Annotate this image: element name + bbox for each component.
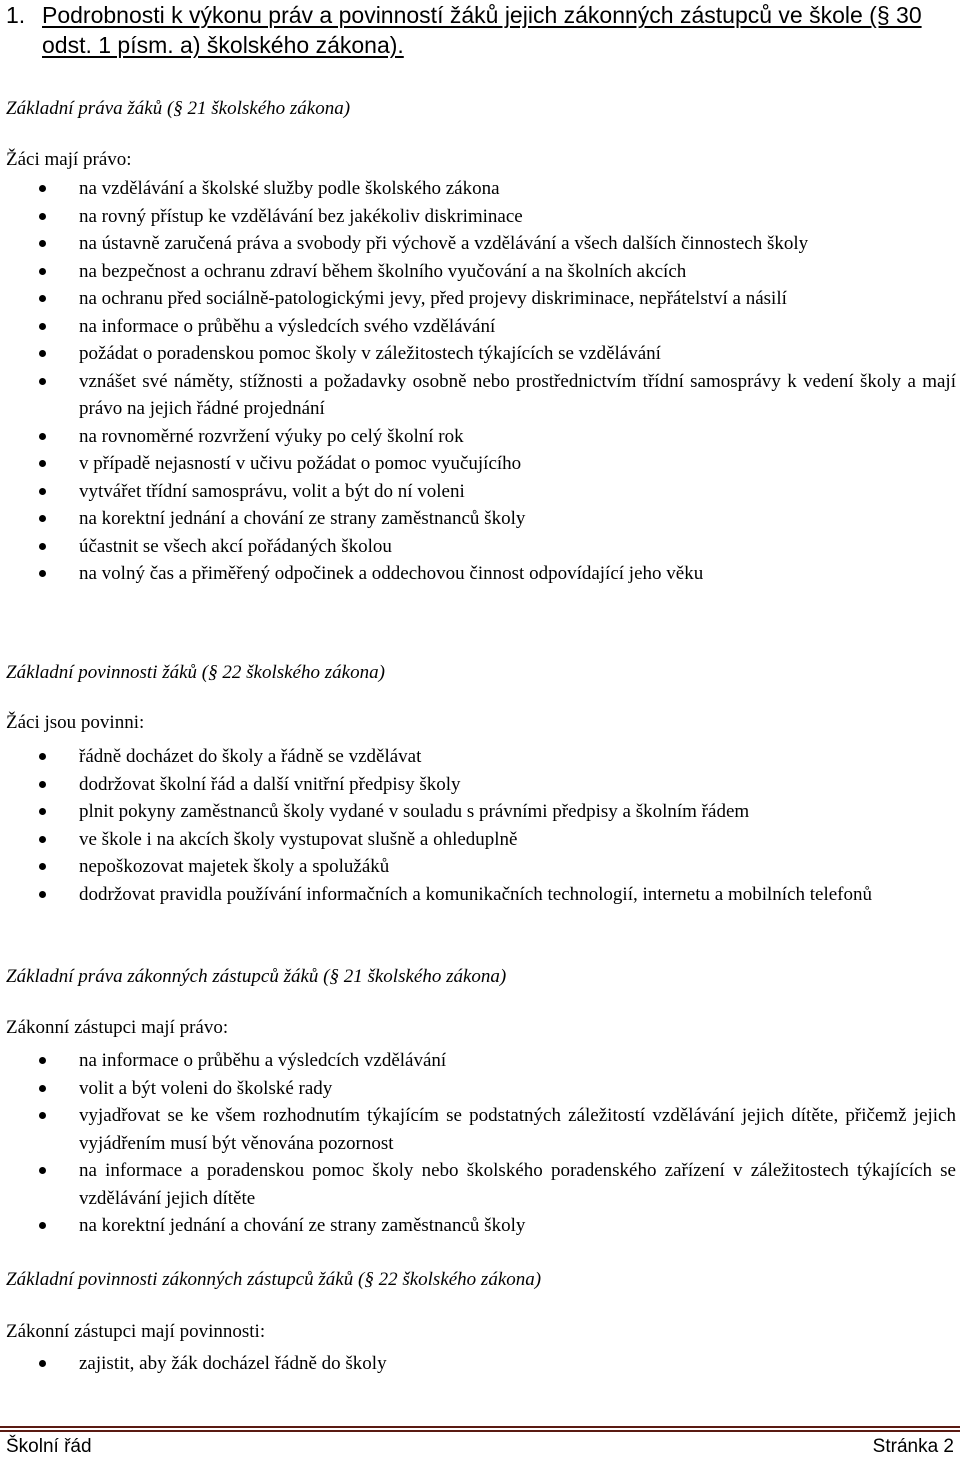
bullet-icon [39,808,46,815]
list-item: na ústavně zaručená práva a svobody při výchově a vzdělávání a všech dalších činnostech školy [0,230,956,258]
section-number: 1. [6,2,26,28]
intro-guardian-rights: Zákonní zástupci mají právo: [6,1017,229,1038]
bullet-icon [39,570,46,577]
bullet-icon [39,295,46,302]
list-item: dodržovat pravidla používání informačních a komunikačních technologií, internetu a mobilních telefonů [0,881,956,909]
bullet-icon [39,753,46,760]
list-item: v případě nejasností v učivu požádat o pomoc vyučujícího [0,450,956,478]
bullet-icon [39,1167,46,1174]
list-guardian-duties [0,1350,956,1378]
bullet-icon [39,378,46,385]
list-item: na korektní jednání a chování ze strany zaměstnanců školy [0,1212,956,1240]
subheading-guardian-duties: Základní povinnosti zákonných zástupců žáků (§ 22 školského zákona) [6,1269,542,1290]
list-item: vyjadřovat se ke všem rozhodnutím týkajícím se podstatných záležitostí vzdělávání jejich dítěte, přičemž jejich vyjádřením musí být věnována pozornost [0,1102,956,1157]
list-item: na vzdělávání a školské služby podle školského zákona [0,175,956,203]
subheading-student-rights: Základní práva žáků (§ 21 školského zákona) [6,98,351,119]
bullet-icon [39,213,46,220]
footer-divider [0,1426,960,1432]
bullet-icon [39,1360,46,1367]
section-heading [6,0,956,60]
list-item: účastnit se všech akcí pořádaných školou [0,533,956,561]
bullet-icon [39,350,46,357]
bullet-icon [39,781,46,788]
list-student-rights [0,175,956,588]
list-item: zajistit, aby žák docházel řádně do školy [0,1350,956,1378]
list-item: požádat o poradenskou pomoc školy v záležitostech týkajících se vzdělávání [0,340,956,368]
bullet-icon [39,1222,46,1229]
list-item: volit a být voleni do školské rady [0,1075,956,1103]
bullet-icon [39,240,46,247]
list-item: vznášet své náměty, stížnosti a požadavky osobně nebo prostřednictvím třídní samosprávy k vedení školy a mají právo na jejich řádné projednání [0,368,956,423]
bullet-icon [39,1085,46,1092]
footer-document-title: Školní řád [6,1436,92,1457]
section-title: Podrobnosti k výkonu práv a povinností žáků jejich zákonných zástupců ve škole (§ 30 odst. 1 písm. a) školského zákona). [42,2,922,58]
list-item: na bezpečnost a ochranu zdraví během školního vyučování a na školních akcích [0,258,956,286]
list-item: na rovnoměrné rozvržení výuky po celý školní rok [0,423,956,451]
bullet-icon [39,891,46,898]
bullet-icon [39,460,46,467]
subheading-student-duties: Základní povinnosti žáků (§ 22 školského zákona) [6,662,385,683]
subheading-guardian-rights: Základní práva zákonných zástupců žáků (§ 21 školského zákona) [6,966,507,987]
bullet-icon [39,433,46,440]
list-item: na rovný přístup ke vzdělávání bez jakékoliv diskriminace [0,203,956,231]
bullet-icon [39,488,46,495]
bullet-icon [39,268,46,275]
list-item: ve škole i na akcích školy vystupovat slušně a ohleduplně [0,826,956,854]
list-guardian-rights [0,1047,956,1240]
list-item: na korektní jednání a chování ze strany zaměstnanců školy [0,505,956,533]
bullet-icon [39,836,46,843]
list-item: dodržovat školní řád a další vnitřní předpisy školy [0,771,956,799]
footer-page-number: Stránka 2 [872,1436,954,1457]
list-item: na informace a poradenskou pomoc školy nebo školského poradenského zařízení v záležitostech týkajících se vzdělávání jejich dítěte [0,1157,956,1212]
list-item: nepoškozovat majetek školy a spolužáků [0,853,956,881]
list-item: na informace o průběhu a výsledcích vzdělávání [0,1047,956,1075]
bullet-icon [39,515,46,522]
list-item: řádně docházet do školy a řádně se vzdělávat [0,743,956,771]
bullet-icon [39,323,46,330]
bullet-icon [39,1112,46,1119]
list-item: na informace o průběhu a výsledcích svého vzdělávání [0,313,956,341]
list-item: na volný čas a přiměřený odpočinek a oddechovou činnost odpovídající jeho věku [0,560,956,588]
list-student-duties [0,743,956,908]
bullet-icon [39,1057,46,1064]
bullet-icon [39,543,46,550]
list-item: vytvářet třídní samosprávu, volit a být do ní voleni [0,478,956,506]
bullet-icon [39,863,46,870]
list-item: plnit pokyny zaměstnanců školy vydané v souladu s právními předpisy a školním řádem [0,798,956,826]
intro-guardian-duties: Zákonní zástupci mají povinnosti: [6,1321,266,1342]
bullet-icon [39,185,46,192]
intro-student-rights: Žáci mají právo: [6,149,132,170]
intro-student-duties: Žáci jsou povinni: [6,712,145,733]
list-item: na ochranu před sociálně-patologickými jevy, před projevy diskriminace, nepřátelství a násilí [0,285,956,313]
